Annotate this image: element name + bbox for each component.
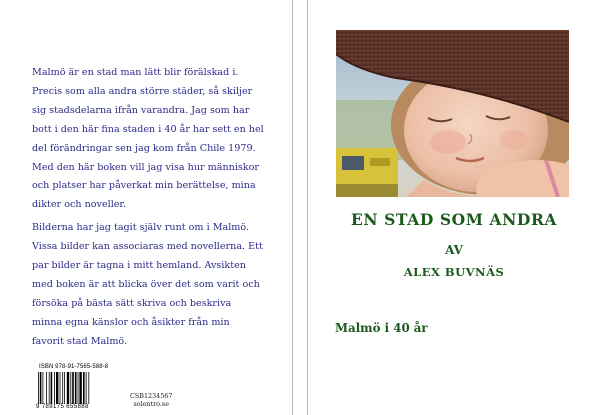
blurb-paragraph-2: Bilderna har jag tagit själv runt om i Malmö. Vissa bilder kan associaras med novellerna. Ett par bilder är tagna i mitt hemland. Avsikten med boken är att blicka över det som varit och försöka på bästa sätt skriva och beskriva minna egna känslor och åsikter från min favorit stad Malmö. bbox=[32, 222, 263, 347]
book-subtitle: Malmö i 40 år bbox=[335, 321, 428, 335]
girl-with-hat-photo bbox=[336, 30, 569, 197]
back-cover bbox=[0, 0, 292, 415]
front-cover bbox=[308, 0, 600, 415]
barcode bbox=[36, 372, 111, 405]
by-label: AV bbox=[445, 243, 463, 257]
book-title: EN STAD SOM ANDRA bbox=[350, 210, 558, 229]
barcode-number: 9 789175 655888 bbox=[36, 404, 111, 410]
publisher-site: solentro.se bbox=[133, 400, 169, 408]
publisher-info bbox=[130, 392, 172, 408]
author-name: ALEX BUVNÄS bbox=[403, 265, 505, 279]
back-cover-blurb bbox=[32, 64, 264, 356]
cover-photo bbox=[336, 30, 569, 197]
publisher-id: CSB1234567 bbox=[130, 392, 173, 400]
isbn-label: ISBN 978-91-7565-588-8 bbox=[39, 364, 109, 370]
blurb-paragraph-1: Malmö är en stad man lätt blir förälskad i. Precis som alla andra större städer, så skiljer sig stadsdelarna ifrån varandra. Jag som har bott i den här fina staden i 40 år har sett en hel del förändringar sen jag kom från Chile 1979. Med den här boken vill jag visa hur människor och platser har påverkat min berättelse, mina dikter och noveller. bbox=[32, 67, 264, 211]
book-spine bbox=[292, 0, 308, 415]
